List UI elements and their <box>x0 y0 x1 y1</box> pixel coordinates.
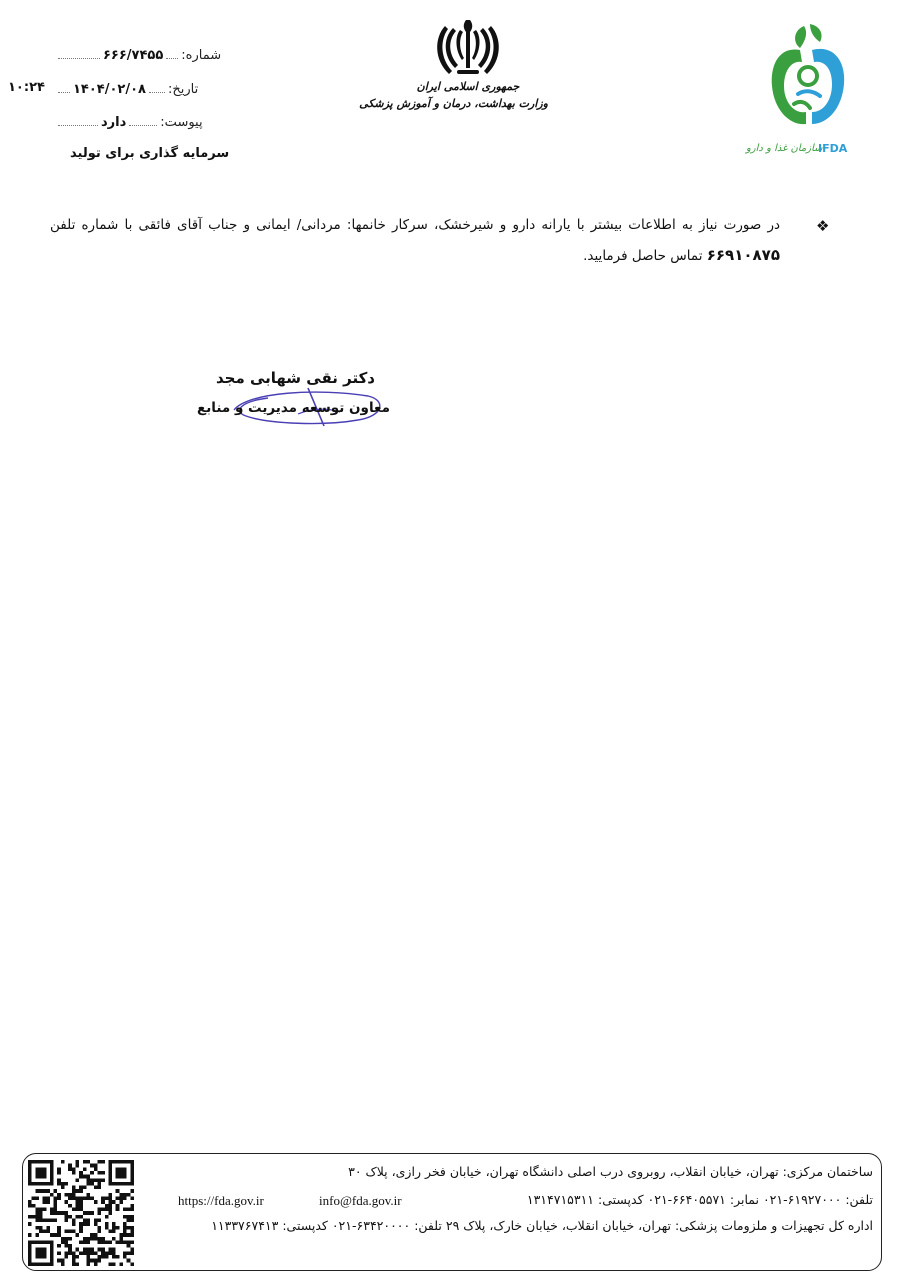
signatory-name: دکتر نقی شهابی مجد <box>215 369 375 387</box>
letter-date-label: تاریخ: <box>167 82 199 97</box>
footer-department-line: اداره کل تجهیزات و ملزومات پزشکی: تهران، خیابان انقلاب، خیابان خارک، پلاک ۲۹ تلفن: ۶۳۴۲۰۰۰۰-۰۲۱ کدپستی: ۱۱۳۳۷۶۷۴۱۳ <box>211 1218 873 1233</box>
dotted-leader <box>58 57 100 59</box>
letter-number-value: ۶۶۶/۷۴۵۵ <box>103 48 164 63</box>
footer-contact-line: تلفن: ۶۱۹۲۷۰۰۰-۰۲۱ نمابر: ۶۶۴۰۵۵۷۱-۰۲۱ کدپستی: ۱۳۱۴۷۱۵۳۱۱ <box>526 1192 873 1207</box>
dotted-leader <box>58 91 70 93</box>
signatory-title: معاون توسعه مدیریت و منابع <box>197 400 390 416</box>
contact-phone-number: ۶۶۹۱۰۸۷۵ <box>706 246 780 264</box>
dotted-leader <box>58 124 98 126</box>
letter-date-row <box>55 82 198 97</box>
emblem-line-country: جمهوری اسلامی ایران <box>416 80 520 93</box>
letter-date-value: ۱۴۰۴/۰۲/۰۸ <box>73 82 146 97</box>
ifda-logo-icon <box>740 20 870 145</box>
dotted-leader <box>149 91 165 93</box>
ifda-caption: سازمان غذا و دارو <box>746 143 823 154</box>
dotted-leader <box>129 124 157 126</box>
national-emblem-block <box>359 16 548 112</box>
bullet-diamond-icon: ❖ <box>816 217 830 235</box>
letter-attachment-label: پیوست: <box>160 115 203 130</box>
emblem-line-ministry: وزارت بهداشت، درمان و آموزش پزشکی <box>359 97 548 110</box>
letter-attachment-value: دارد <box>101 115 127 130</box>
footer-website-link[interactable]: https://fda.gov.ir <box>178 1193 264 1208</box>
footer-address-line: ساختمان مرکزی: تهران، خیابان انقلاب، روبروی درب اصلی دانشگاه تهران، خیابان فخر رازی، پلاک ۳۰ <box>348 1164 873 1179</box>
ifda-logo <box>740 20 870 155</box>
qr-code-icon <box>28 1160 134 1266</box>
ifda-abbreviation: IFDA <box>818 142 848 155</box>
body-text: در صورت نیاز به اطلاعات بیشتر با یارانه دارو و شیرخشک، سرکار خانمها: مردانی/ ایمانی و جناب آقای فائقی با شماره تلفن <box>50 217 780 233</box>
letter-subject: سرمایه گذاری برای تولید <box>70 146 230 161</box>
iran-emblem-icon <box>433 16 503 78</box>
letter-number-row <box>55 48 221 63</box>
dotted-leader <box>166 57 178 59</box>
letter-time-value: ۱۰:۲۴ <box>8 80 45 95</box>
body-paragraph <box>50 210 780 271</box>
body-text-end: تماس حاصل فرمایید. <box>583 248 703 264</box>
letter-number-label: شماره: <box>181 48 222 63</box>
letter-attachment-row <box>55 115 203 130</box>
footer-email-link[interactable]: info@fda.gov.ir <box>319 1193 402 1208</box>
